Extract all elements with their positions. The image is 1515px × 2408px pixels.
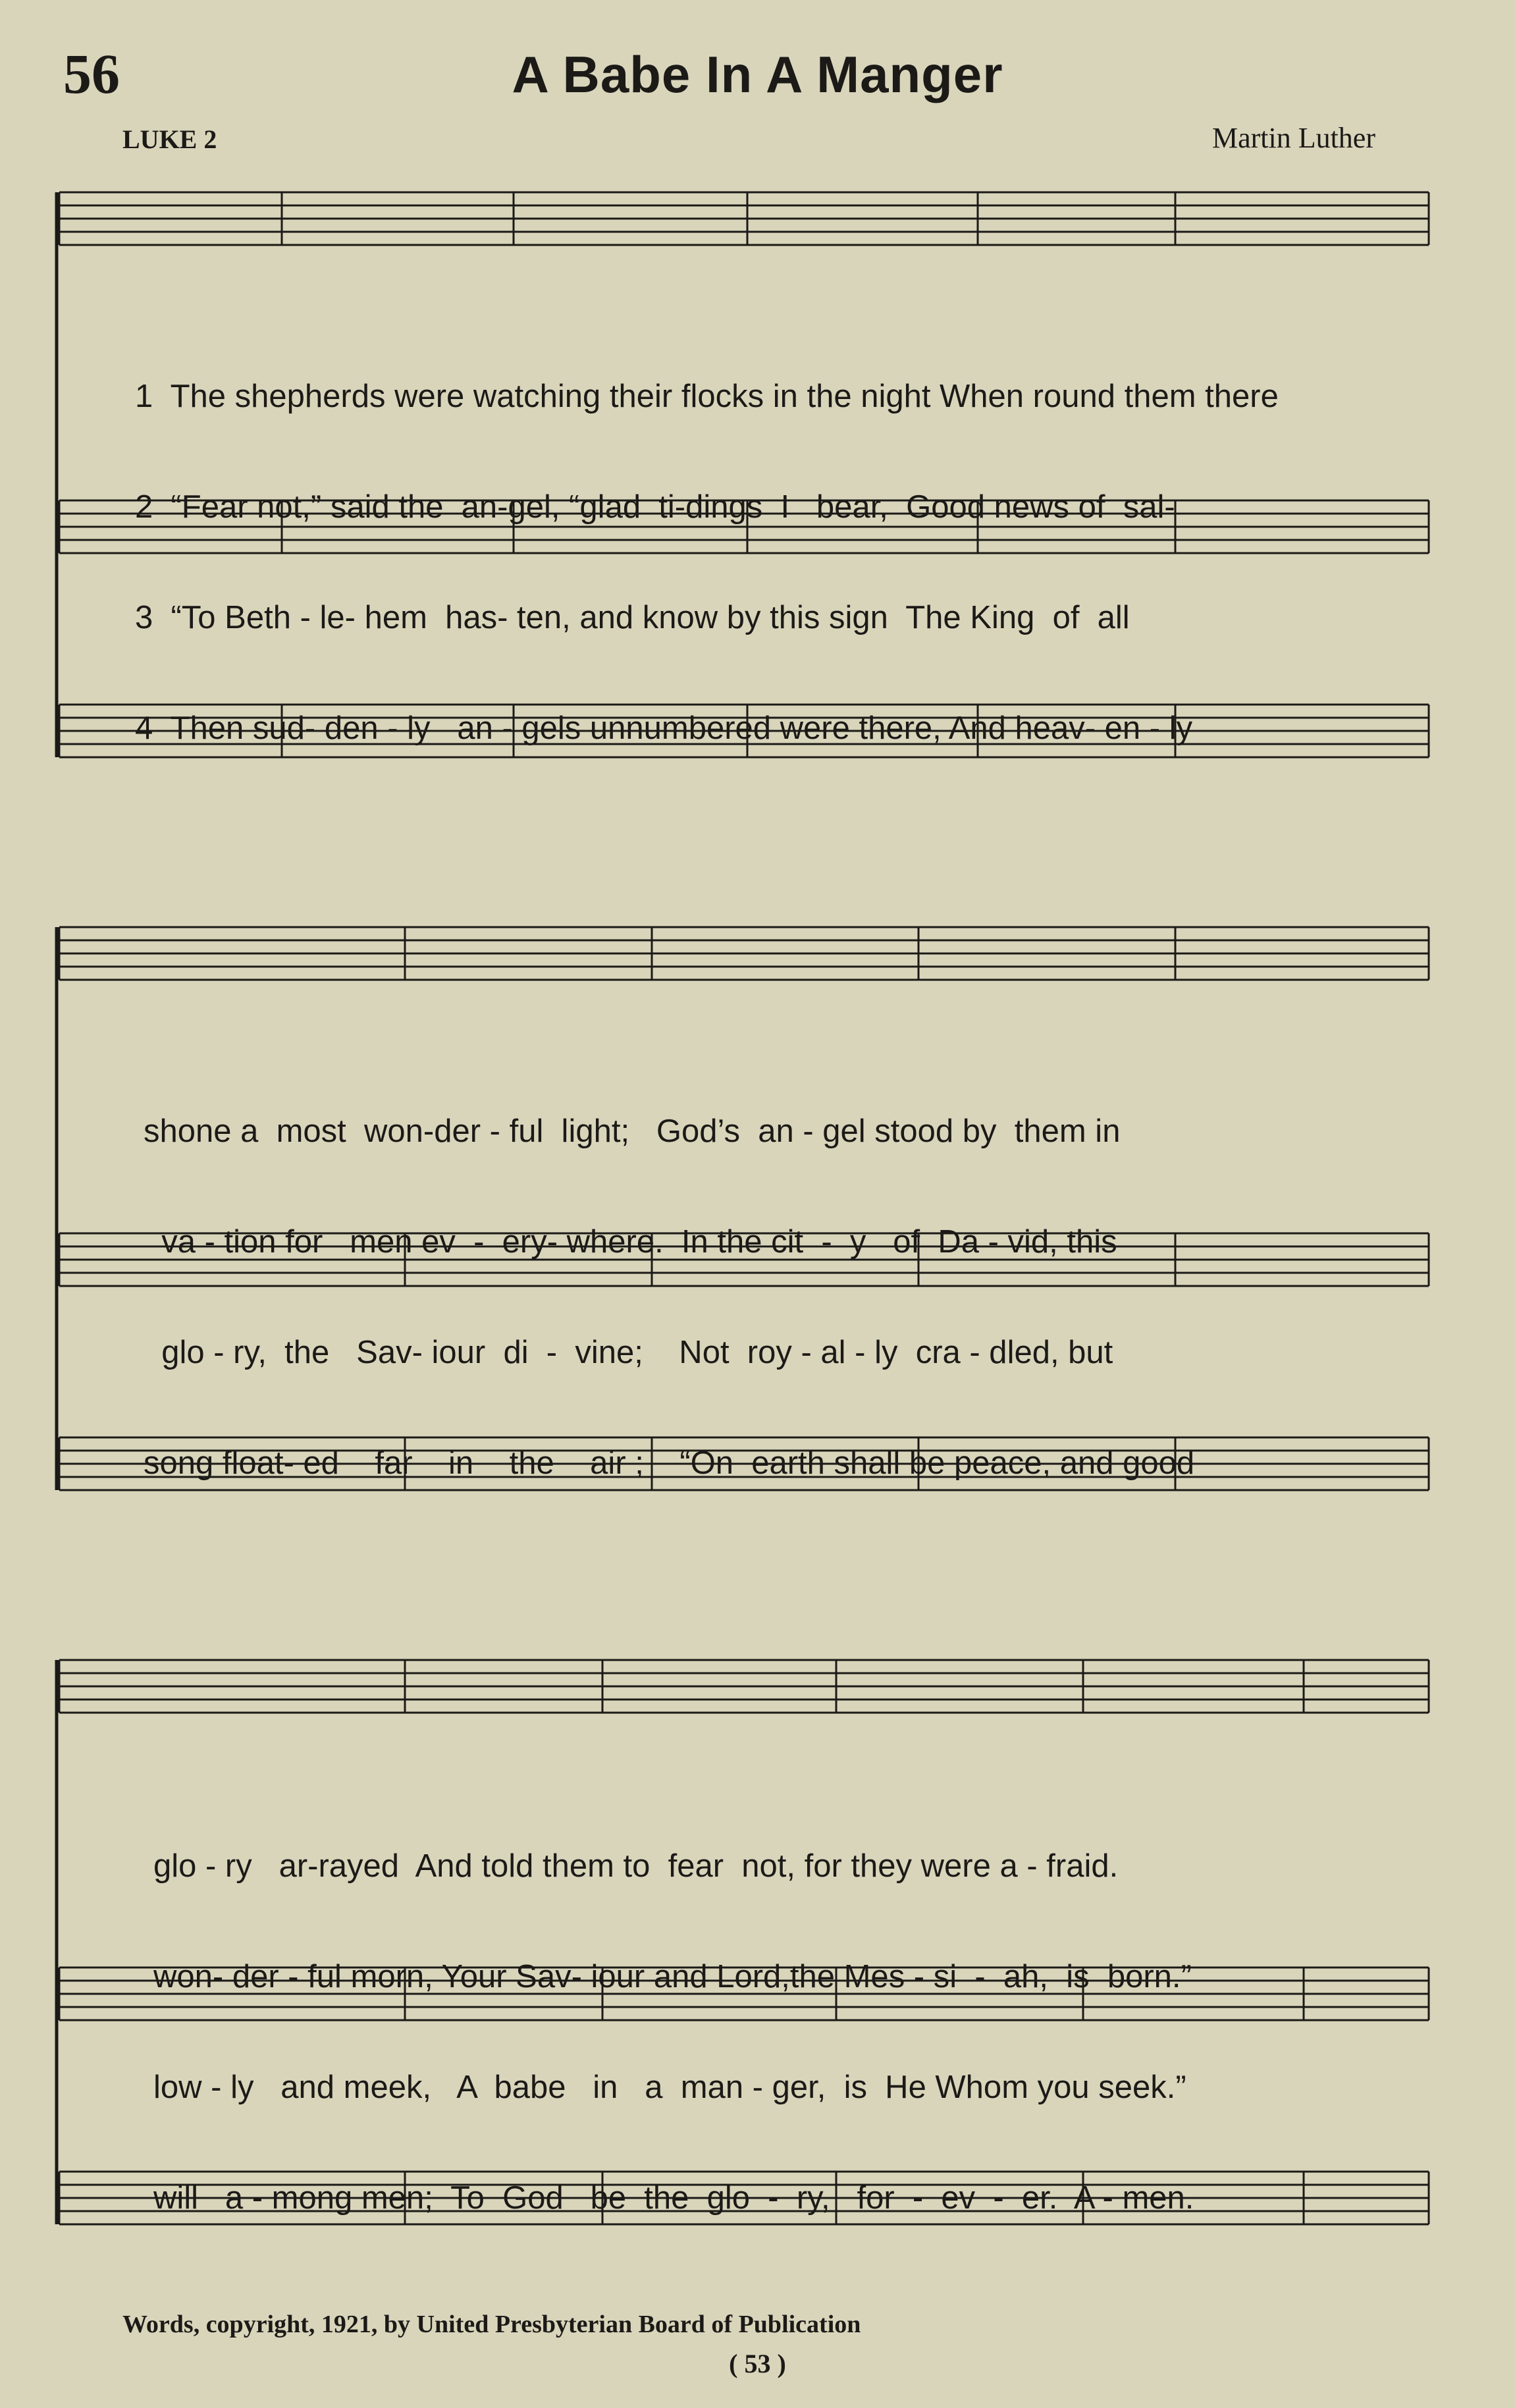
lyric-verse-2: va - tion for men ev - ery- where. In the cit - y of Da - vid, this xyxy=(144,1224,1117,1260)
copyright-notice: Words, copyright, 1921, by United Presbyterian Board of Publication xyxy=(122,2311,861,2338)
lyric-verse-3: low - ly and meek, A babe in a man - ger, is He Whom you seek.” xyxy=(153,2070,1186,2105)
scripture-reference: LUKE 2 xyxy=(122,124,217,154)
lyrics-system-1 xyxy=(135,304,1279,784)
lyric-verse-4: will a - mong men; To God be the glo - ry, for - ev - er. A - men. xyxy=(153,2180,1194,2216)
page-number: ( 53 ) xyxy=(729,2349,786,2378)
staff xyxy=(59,1660,1429,1713)
staff xyxy=(59,927,1429,980)
lyric-verse-1: 1 The shepherds were watching their flocks in the night When round them there xyxy=(135,379,1279,414)
lyric-verse-4: 4 Then sud- den - ly an - gels unnumbered were there, And heav- en - ly xyxy=(135,710,1193,746)
hymn-title: A Babe In A Manger xyxy=(512,45,1003,103)
lyrics-system-2 xyxy=(144,1039,1194,1518)
lyric-verse-3: glo - ry, the Sav- iour di - vine; Not roy - al - ly cra - dled, but xyxy=(144,1335,1113,1370)
lyric-verse-3: 3 “To Beth - le- hem has- ten, and know by this sign The King of all xyxy=(135,600,1130,635)
lyrics-system-3 xyxy=(153,1774,1194,2253)
hymn-number: 56 xyxy=(63,42,120,105)
lyric-verse-1: glo - ry ar-rayed And told them to fear not, for they were a - fraid. xyxy=(153,1848,1119,1884)
lyric-verse-4: song float- ed far in the air ; “On earth shall be peace, and good xyxy=(144,1445,1195,1481)
staff xyxy=(59,192,1429,245)
lyric-verse-2: 2 “Fear not,” said the an-gel, “glad ti-dings I bear, Good news of sal- xyxy=(135,489,1175,525)
author-credit: Martin Luther xyxy=(1211,122,1375,154)
lyric-verse-2: won- der - ful morn, Your Sav- iour and Lord,the Mes - si - ah, is born.” xyxy=(153,1959,1192,1994)
lyric-verse-1: shone a most won-der - ful light; God’s an - gel stood by them in xyxy=(144,1113,1121,1149)
